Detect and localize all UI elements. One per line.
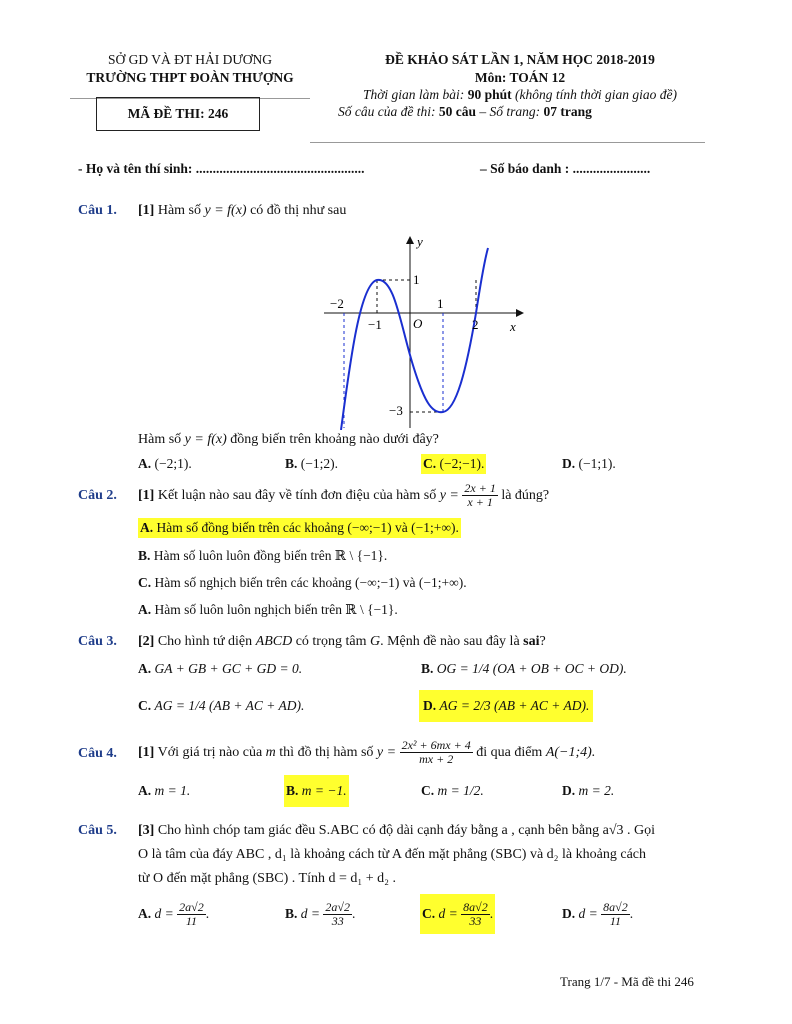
q1-option-d[interactable] bbox=[562, 456, 616, 472]
q5-option-b[interactable]: B. d = $\frac{2a√2}{33}$ . bbox=[285, 900, 356, 929]
q5-option-d-num: 8a√2 bbox=[603, 900, 628, 915]
q1-option-b-text: (−1;2). bbox=[300, 456, 338, 471]
q2-func-lhs: y = bbox=[439, 488, 459, 503]
graph-y-arrow bbox=[406, 236, 414, 244]
q4-option-a-text: m = 1. bbox=[154, 783, 191, 798]
q4-option-b-label: B. bbox=[286, 783, 299, 798]
q4-stem bbox=[138, 737, 595, 769]
q1-question-a: Hàm số bbox=[138, 432, 182, 447]
q1-option-a-text: (−2;1). bbox=[154, 456, 192, 471]
q4-option-a-label: A. bbox=[138, 783, 152, 798]
q5-option-c[interactable]: C. d = $\frac{8a√2}{33}$ . bbox=[420, 894, 495, 934]
q3-wrong: sai bbox=[523, 634, 540, 649]
q4-option-c-text: m = 1/2. bbox=[437, 783, 484, 798]
q1-graph bbox=[320, 232, 530, 430]
q3-text-b: có trọng tâm bbox=[295, 634, 367, 649]
q4-func-den: mx + 2 bbox=[419, 752, 454, 767]
q5-option-b-frac bbox=[323, 901, 352, 928]
q5-option-a-frac bbox=[177, 901, 206, 928]
q5-option-c-den: 33 bbox=[469, 914, 482, 929]
q4-option-d-label: D. bbox=[562, 783, 576, 798]
q5-option-d-lhs: d = bbox=[578, 906, 598, 921]
q5-option-a-num: 2a√2 bbox=[179, 900, 204, 915]
q3-option-a[interactable] bbox=[138, 661, 302, 677]
graph-x-arrow bbox=[516, 309, 524, 317]
q1-level: [1] bbox=[138, 203, 155, 218]
q4-text-a: Với giá trị nào của bbox=[157, 745, 263, 760]
graph-label-2: 2 bbox=[472, 317, 479, 332]
q4-option-b[interactable] bbox=[284, 775, 349, 807]
exam-code-box: MÃ ĐỀ THI: 246 bbox=[96, 97, 260, 131]
pages-prefix: – Số trang: bbox=[479, 104, 541, 119]
q2-option-c-text: Hàm số nghịch biến trên các khoảng (−∞;−1) và (−1;+∞). bbox=[154, 575, 467, 590]
q5-option-b-label: B. bbox=[285, 906, 298, 921]
q3-text-a: Cho hình tứ diện bbox=[157, 634, 253, 649]
time-info bbox=[330, 87, 710, 103]
q2-text-b: là đúng? bbox=[501, 488, 550, 503]
q3-level: [2] bbox=[138, 634, 155, 649]
q2-option-b-label: B. bbox=[138, 548, 151, 563]
q4-func-num: 2x² + 6mx + 4 bbox=[401, 738, 471, 753]
q2-option-d[interactable] bbox=[138, 602, 398, 618]
count-value: 50 câu bbox=[438, 104, 476, 119]
q3-option-c[interactable] bbox=[138, 698, 304, 714]
q2-stem bbox=[138, 480, 549, 512]
q1-stem bbox=[138, 203, 346, 219]
q2-func-den: x + 1 bbox=[467, 495, 493, 510]
q2-option-b-text: Hàm số luôn luôn đồng biến trên ℝ \ {−1}. bbox=[153, 548, 388, 563]
q2-option-a-text: Hàm số đồng biến trên các khoảng (−∞;−1) và (−1;+∞). bbox=[156, 520, 459, 535]
q3-option-c-text: AG = 1/4 (AB + AC + AD). bbox=[154, 698, 305, 713]
q2-option-d-label: A. bbox=[138, 602, 152, 617]
count-prefix: Số câu của đề thi: bbox=[338, 104, 436, 119]
q5-option-c-lhs: d = bbox=[438, 906, 458, 921]
q2-option-b[interactable] bbox=[138, 548, 387, 564]
school-name: TRƯỜNG THPT ĐOÀN THƯỢNG bbox=[86, 70, 294, 85]
q4-option-d[interactable] bbox=[562, 783, 614, 799]
q4-func-lhs: y = bbox=[376, 745, 397, 760]
q5-level: [3] bbox=[138, 823, 155, 838]
q4-m: m bbox=[265, 745, 276, 760]
q5-option-b-num: 2a√2 bbox=[325, 900, 350, 915]
q4-option-a[interactable] bbox=[138, 783, 190, 799]
q3-option-a-label: A. bbox=[138, 661, 152, 676]
q3-tetra: ABCD bbox=[255, 634, 293, 649]
exam-title: ĐỀ KHẢO SÁT LẦN 1, NĂM HỌC 2018-2019 bbox=[385, 52, 655, 67]
student-id-field: – Số báo danh : ....................... bbox=[480, 161, 651, 176]
q1-question-func: y = f(x) bbox=[184, 432, 227, 447]
q4-text-b: thì đồ thị hàm số bbox=[279, 745, 374, 760]
q5-line1-text: Cho hình chóp tam giác đều S.ABC có độ dài cạnh đáy bằng a , cạnh bên bằng a√3 . Gọi bbox=[157, 823, 656, 838]
q5-line2: O là tâm của đáy ABC , d₁ là khoảng cách từ A đến mặt phẳng (SBC) và d₂ là khoảng cách bbox=[138, 847, 647, 862]
q4-option-b-text: m = −1. bbox=[301, 783, 347, 798]
time-note: (không tính thời gian giao đề) bbox=[514, 87, 678, 102]
q4-level: [1] bbox=[138, 745, 155, 760]
page-footer: Trang 1/7 - Mã đề thi 246 bbox=[560, 974, 694, 989]
q2-option-d-text: Hàm số luôn luôn nghịch biến trên ℝ \ {−1}. bbox=[154, 602, 398, 617]
graph-label-x: x bbox=[510, 319, 516, 334]
q5-option-c-frac bbox=[461, 901, 490, 928]
q1-question bbox=[138, 432, 439, 448]
q1-option-b-label: B. bbox=[285, 456, 298, 471]
q5-option-c-label: C. bbox=[422, 906, 436, 921]
q1-option-b[interactable] bbox=[285, 456, 338, 472]
graph-label-origin: O bbox=[413, 316, 423, 331]
time-value: 90 phút bbox=[467, 87, 512, 102]
graph-label-neg2: −2 bbox=[330, 296, 344, 311]
q3-text-d: ? bbox=[539, 634, 546, 649]
graph-label-y: y bbox=[417, 234, 423, 249]
q5-option-c-num: 8a√2 bbox=[463, 900, 488, 915]
q1-option-a[interactable] bbox=[138, 456, 192, 472]
q1-option-c-text: (−2;−1). bbox=[439, 456, 485, 471]
q3-g: G bbox=[369, 634, 381, 649]
q2-number: Câu 2. bbox=[78, 488, 117, 503]
q2-func-fraction bbox=[462, 482, 497, 509]
q1-func: y = f(x) bbox=[204, 203, 247, 218]
q2-option-c[interactable] bbox=[138, 575, 467, 591]
q3-option-c-label: C. bbox=[138, 698, 152, 713]
q5-option-d-label: D. bbox=[562, 906, 576, 921]
q5-option-b-lhs: d = bbox=[300, 906, 321, 921]
q1-option-c-label: C. bbox=[423, 456, 437, 471]
q1-option-d-text: (−1;1). bbox=[578, 456, 616, 471]
q1-question-end: đồng biến trên khoảng nào dưới đây? bbox=[230, 432, 439, 447]
q1-number: Câu 1. bbox=[78, 203, 117, 218]
q1-option-c[interactable] bbox=[421, 454, 486, 474]
time-prefix: Thời gian làm bài: bbox=[362, 87, 465, 102]
q1-text-a: Hàm số bbox=[157, 203, 201, 218]
q5-option-d-den: 11 bbox=[609, 914, 621, 929]
q3-option-a-text: GA + GB + GC + GD = 0. bbox=[154, 661, 303, 676]
q5-option-a[interactable]: A. d = $\frac{2a√2}{11}$ . bbox=[138, 900, 210, 929]
q3-stem bbox=[138, 634, 546, 650]
q4-option-c[interactable] bbox=[421, 783, 484, 799]
q5-option-a-label: A. bbox=[138, 906, 152, 921]
graph-label-neg1: −1 bbox=[368, 317, 382, 332]
q3-option-d[interactable] bbox=[419, 690, 593, 722]
q5-option-a-lhs: d = bbox=[154, 906, 174, 921]
q5-line1 bbox=[138, 823, 655, 839]
q5-option-d[interactable]: D. d = $\frac{8a√2}{11}$ . bbox=[562, 900, 634, 929]
q3-option-b[interactable] bbox=[421, 661, 627, 677]
q3-option-d-text: AG = 2/3 (AB + AC + AD). bbox=[439, 698, 590, 713]
header-divider-right bbox=[310, 142, 705, 143]
q1-text-b: có đồ thị như sau bbox=[250, 203, 347, 218]
dept-name: SỞ GD VÀ ĐT HẢI DƯƠNG bbox=[107, 52, 273, 67]
q2-func-num: 2x + 1 bbox=[464, 481, 496, 496]
subject: Môn: TOÁN 12 bbox=[474, 70, 566, 85]
q3-text-c: . Mệnh đề nào sau đây là bbox=[380, 634, 520, 649]
q2-text-a: Kết luận nào sau đây về tính đơn điệu của hàm số bbox=[157, 488, 437, 503]
q3-option-d-label: D. bbox=[423, 698, 437, 713]
q4-option-c-label: C. bbox=[421, 783, 435, 798]
q3-option-b-label: B. bbox=[421, 661, 434, 676]
q4-func-fraction bbox=[400, 739, 473, 766]
q4-point: A(−1;4). bbox=[545, 745, 596, 760]
q5-number: Câu 5. bbox=[78, 823, 117, 838]
q3-number: Câu 3. bbox=[78, 634, 117, 649]
student-name-field: - Họ và tên thí sinh: .................................................. bbox=[78, 161, 365, 176]
q5-option-d-frac bbox=[601, 901, 630, 928]
graph-label-1y: 1 bbox=[413, 272, 420, 287]
graph-label-1x: 1 bbox=[437, 296, 444, 311]
q5-option-b-den: 33 bbox=[331, 914, 344, 929]
graph-label-neg3: −3 bbox=[389, 403, 403, 418]
q4-text-c: đi qua điểm bbox=[476, 745, 543, 760]
q2-option-a-label: A. bbox=[140, 520, 154, 535]
q4-number: Câu 4. bbox=[78, 746, 117, 761]
q5-line3: từ O đến mặt phẳng (SBC) . Tính d = d₁ + d₂ . bbox=[138, 871, 397, 886]
q2-option-c-label: C. bbox=[138, 575, 152, 590]
pages-value: 07 trang bbox=[543, 104, 592, 119]
q2-option-a[interactable] bbox=[138, 518, 461, 538]
q2-level: [1] bbox=[138, 488, 155, 503]
q4-option-d-text: m = 2. bbox=[578, 783, 615, 798]
q1-option-a-label: A. bbox=[138, 456, 152, 471]
q1-option-d-label: D. bbox=[562, 456, 576, 471]
q5-option-a-den: 11 bbox=[185, 914, 197, 929]
q3-option-b-text: OG = 1/4 (OA + OB + OC + OD). bbox=[436, 661, 627, 676]
count-info bbox=[338, 104, 718, 120]
